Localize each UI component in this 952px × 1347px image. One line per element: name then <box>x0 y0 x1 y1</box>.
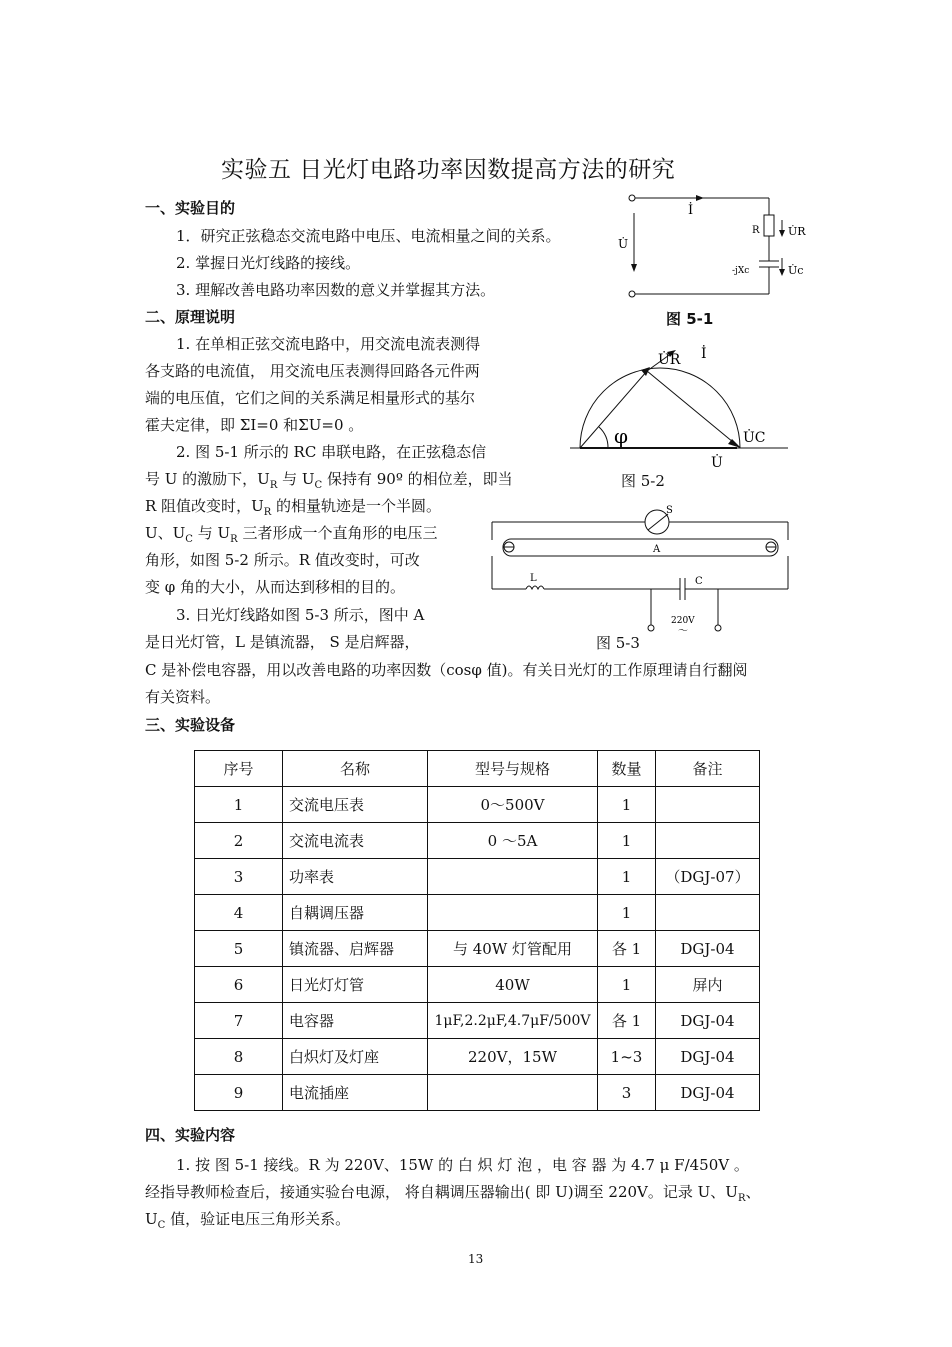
table-cell: 1 <box>598 823 656 859</box>
fig2-caption: 图 5-2 <box>621 472 665 490</box>
content-line: $U_C$ 值，验证电压三角形关系。 <box>145 1210 351 1231</box>
table-cell <box>428 895 598 931</box>
table-cell: 220V，15W <box>428 1039 598 1075</box>
table-cell: 9 <box>195 1075 283 1111</box>
table-cell: 电流插座 <box>283 1075 428 1111</box>
header-cell: 数量 <box>598 751 656 787</box>
table-row <box>195 823 760 859</box>
table-cell: DGJ-04 <box>656 1039 760 1075</box>
table-cell <box>656 823 760 859</box>
objective-item: 1．研究正弦稳态交流电路中电压、电流相量之间的关系。 <box>176 227 561 245</box>
table-row <box>195 895 760 931</box>
table-cell: 6 <box>195 967 283 1003</box>
table-cell: 0 ～5A <box>428 823 598 859</box>
table-cell: 1 <box>598 895 656 931</box>
fig2-u-label: U̇ <box>711 455 723 471</box>
table-cell: 交流电流表 <box>283 823 428 859</box>
table-cell: DGJ-04 <box>656 931 760 967</box>
section-heading-content: 四、实验内容 <box>145 1126 236 1144</box>
fig1-resistor-label: R <box>752 225 760 236</box>
table-cell: DGJ-04 <box>656 1075 760 1111</box>
table-cell: 3 <box>195 859 283 895</box>
table-cell: 5 <box>195 931 283 967</box>
table-cell: 交流电压表 <box>283 787 428 823</box>
table-row <box>195 967 760 1003</box>
table-row <box>195 1075 760 1111</box>
principle-line: 2. 图 5-1 所示的 RC 串联电路，在正弦稳态信 <box>176 443 487 461</box>
fig3-ballast-label: L <box>530 573 537 584</box>
table-cell: 4 <box>195 895 283 931</box>
table-cell: 1 <box>195 787 283 823</box>
header-cell: 型号与规格 <box>428 751 598 787</box>
header-cell: 名称 <box>283 751 428 787</box>
fig1-voltage-label: U̇ <box>618 237 629 251</box>
principle-line: C 是补偿电容器，用以改善电路的功率因数（cosφ 值)。有关日光灯的工作原理请自行翻阅 <box>145 661 748 679</box>
table-cell: 3 <box>598 1075 656 1111</box>
header-cell: 备注 <box>656 751 760 787</box>
section-heading-objectives: 一、实验目的 <box>145 199 236 217</box>
fig3-voltage-label: 220V <box>671 616 695 626</box>
equipment-table <box>194 750 760 1111</box>
fig3-capacitor-label: C <box>695 576 703 587</box>
content-line: 1. 按 图 5-1 接线。R 为 220V、15W 的 白 炽 灯 泡 ，电 容 器 为 4.7 μ F/450V 。 <box>176 1156 749 1174</box>
fig1-uc-label: U̇c <box>788 264 804 277</box>
table-cell <box>656 895 760 931</box>
table-cell: 各 1 <box>598 1003 656 1039</box>
table-cell: 1~3 <box>598 1039 656 1075</box>
fig2-phi-label: φ <box>614 424 629 448</box>
table-header-row <box>195 751 760 787</box>
principle-line: U、$U_C$ 与 $U_R$ 三者形成一个直角形的电压三 <box>145 524 438 545</box>
content-line: 经指导教师检查后，接通实验台电源， 将自耦调压器输出( 即 U)调至 220V。记录 U、$U_R$、 <box>145 1183 761 1204</box>
principle-line: R 阻值改变时，$U_R$ 的相量轨迹是一个半圆。 <box>145 497 442 518</box>
principle-line: 变 φ 角的大小，从而达到移相的目的。 <box>145 578 406 596</box>
table-cell: 0～500V <box>428 787 598 823</box>
fig1-caption: 图 5-1 <box>666 310 714 328</box>
fig3-tube-label: A <box>653 544 661 555</box>
objective-item: 2. 掌握日光灯线路的接线。 <box>176 254 361 272</box>
table-row <box>195 931 760 967</box>
table-cell: 2 <box>195 823 283 859</box>
principle-line: 端的电压值，它们之间的关系满足相量形式的基尔 <box>145 389 476 407</box>
table-cell: 7 <box>195 1003 283 1039</box>
fig3-starter-label: S <box>666 505 673 516</box>
principle-line: 号 U 的激励下，$U_R$ 与 $U_C$ 保持有 90º 的相位差，即当 <box>145 470 513 491</box>
principle-line: 有关资料。 <box>145 688 221 706</box>
table-row <box>195 787 760 823</box>
table-cell: 1μF,2.2μF,4.7μF/500V <box>428 1003 598 1039</box>
section-heading-equipment: 三、实验设备 <box>145 716 236 734</box>
page-title: 实验五 日光灯电路功率因数提高方法的研究 <box>221 157 676 183</box>
fig1-ur-label: U̇R <box>788 225 806 238</box>
table-cell: 日光灯灯管 <box>283 967 428 1003</box>
fig2-ur-label: U̇R <box>658 352 681 368</box>
table-cell: 白炽灯及灯座 <box>283 1039 428 1075</box>
fig2-current-label: İ <box>701 346 707 362</box>
principle-line: 3. 日光灯线路如图 5-3 所示，图中 A <box>176 606 425 624</box>
table-cell: 功率表 <box>283 859 428 895</box>
page-number: 13 <box>468 1252 484 1266</box>
table-cell: 1 <box>598 967 656 1003</box>
figure-5-3-fluorescent-circuit <box>488 500 798 635</box>
table-row <box>195 1003 760 1039</box>
table-cell: 自耦调压器 <box>283 895 428 931</box>
principle-line: 霍夫定律，即 ΣI=0 和ΣU=0 。 <box>145 416 364 434</box>
figure-5-2-phasor-diagram <box>570 338 800 473</box>
table-cell: 电容器 <box>283 1003 428 1039</box>
header-cell: 序号 <box>195 751 283 787</box>
table-cell: 1 <box>598 787 656 823</box>
table-cell: 镇流器、启辉器 <box>283 931 428 967</box>
table-cell: 与 40W 灯管配用 <box>428 931 598 967</box>
table-cell <box>428 1075 598 1111</box>
fig1-current-label: İ <box>688 203 694 218</box>
objective-item: 3. 理解改善电路功率因数的意义并掌握其方法。 <box>176 281 496 299</box>
table-row <box>195 1039 760 1075</box>
table-cell: 1 <box>598 859 656 895</box>
fig2-uc-label: U̇C <box>743 430 766 446</box>
table-cell <box>428 859 598 895</box>
principle-line: 各支路的电流值， 用交流电压表测得回路各元件两 <box>145 362 480 380</box>
principle-line: 1. 在单相正弦交流电路中，用交流电流表测得 <box>176 335 481 353</box>
table-cell: 屏内 <box>656 967 760 1003</box>
table-cell: 40W <box>428 967 598 1003</box>
table-cell <box>656 787 760 823</box>
table-row <box>195 859 760 895</box>
fig3-caption: 图 5-3 <box>596 634 640 652</box>
fig1-jxc-label: -jXc <box>732 266 750 276</box>
table-cell: DGJ-04 <box>656 1003 760 1039</box>
table-cell: 各 1 <box>598 931 656 967</box>
section-heading-principle: 二、原理说明 <box>145 308 236 326</box>
principle-line: 角形，如图 5-2 所示。R 值改变时，可改 <box>145 551 420 569</box>
figure-5-1-rc-circuit <box>612 188 812 303</box>
table-cell: 8 <box>195 1039 283 1075</box>
fig3-ac-symbol: ～ <box>678 626 688 637</box>
table-cell: （DGJ-07） <box>656 859 760 895</box>
principle-line: 是日光灯管，L 是镇流器， S 是启辉器， <box>145 633 420 651</box>
